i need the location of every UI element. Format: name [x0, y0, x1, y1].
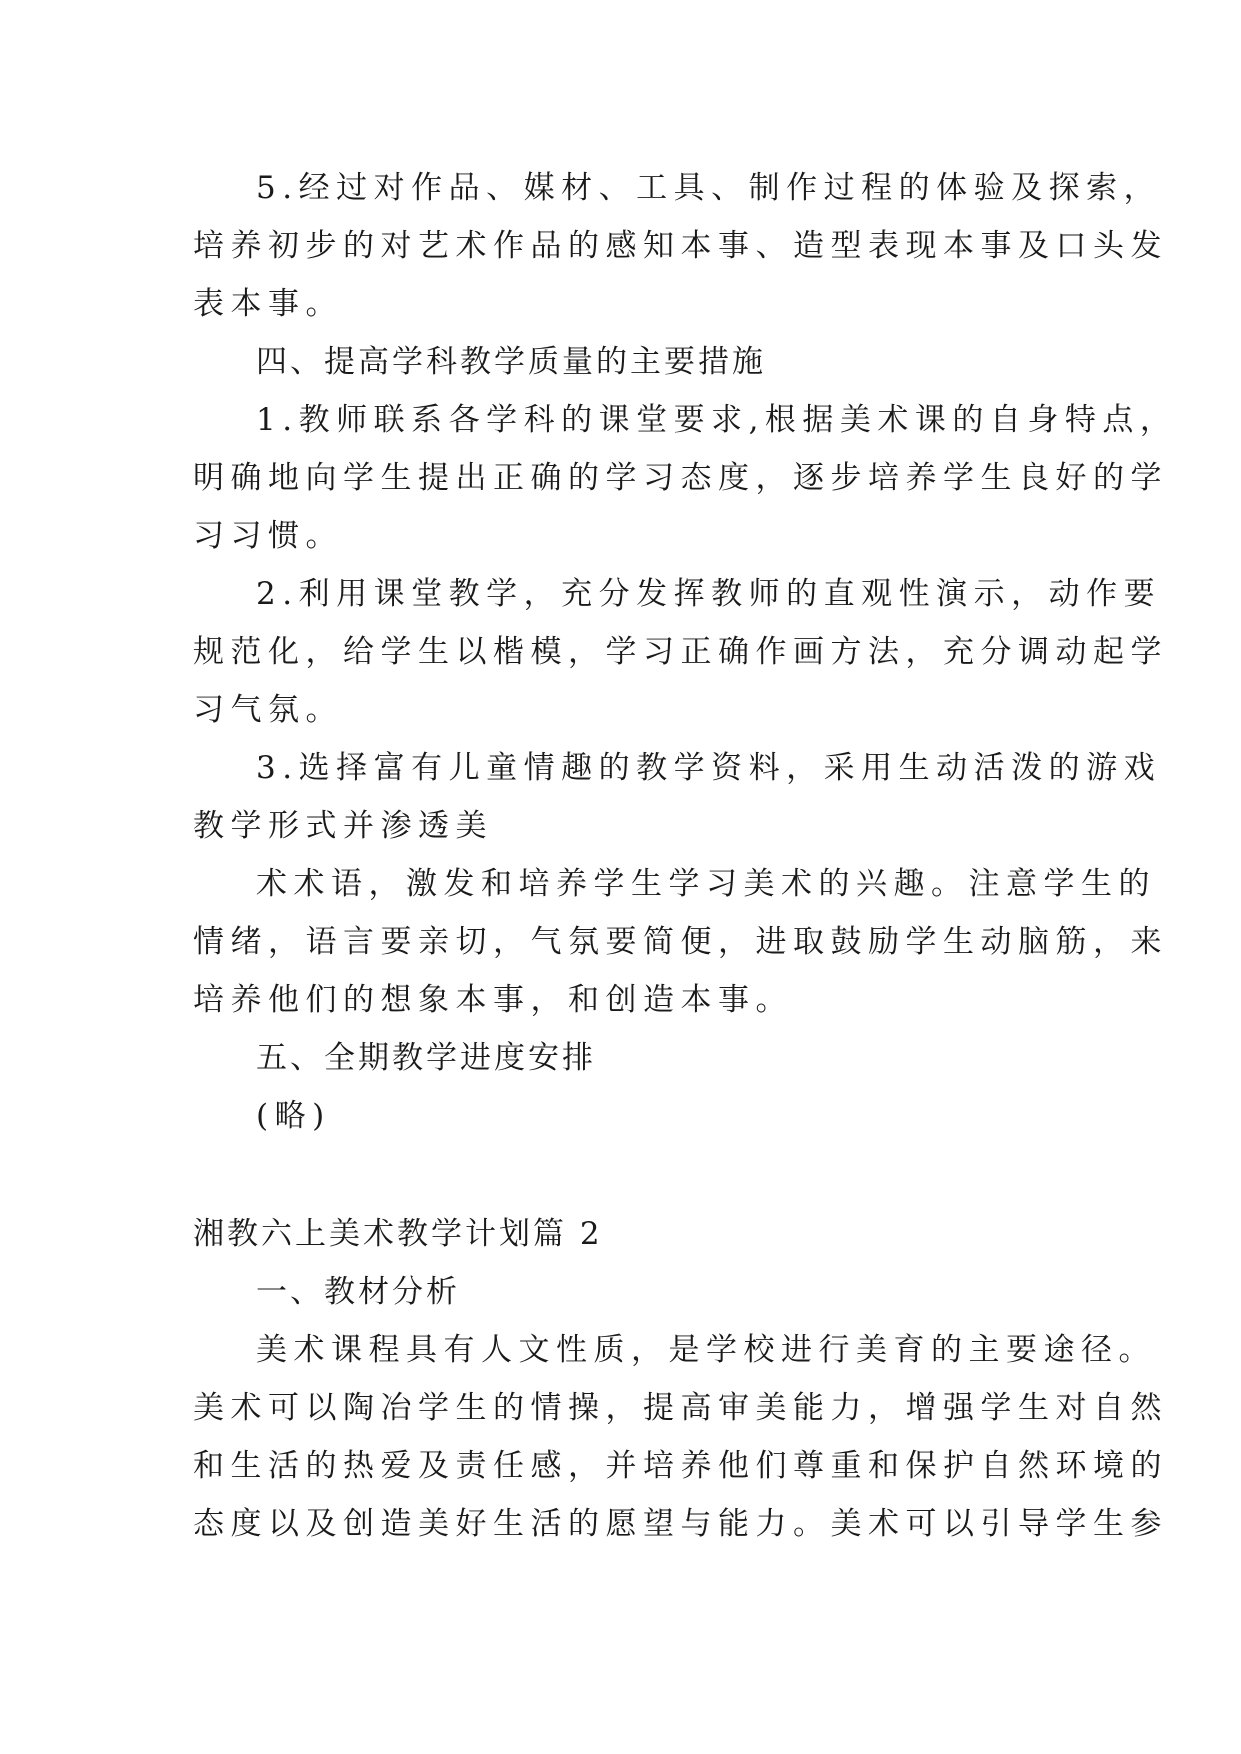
analysis-line-4: 态度以及创造美好生活的愿望与能力。美术可以引导学生参: [193, 1506, 1168, 1542]
measure-2-line-2: 规范化，给学生以楷模，学习正确作画方法，充分调动起学: [193, 634, 1168, 670]
measure-3-line-2: 教学形式并渗透美: [193, 808, 493, 844]
paragraph-5-line-3: 表本事。: [193, 286, 343, 322]
paragraph-5-line-1: 5.经过对作品、媒材、工具、制作过程的体验及探索，: [256, 170, 1162, 206]
measure-2-line-3: 习气氛。: [193, 692, 343, 728]
measure-1-line-3: 习习惯。: [193, 518, 343, 554]
section-4-heading: 四、提高学科教学质量的主要措施: [256, 344, 766, 380]
measure-3-line-1: 3.选择富有儿童情趣的教学资料，采用生动活泼的游戏: [256, 750, 1162, 786]
measure-3-cont-line-2: 情绪，语言要亲切，气氛要简便，进取鼓励学生动脑筋，来: [193, 924, 1168, 960]
analysis-line-3: 和生活的热爱及责任感，并培养他们尊重和保护自然环境的: [193, 1448, 1168, 1484]
measure-3-cont-line-1: 术术语，激发和培养学生学习美术的兴趣。注意学生的: [256, 866, 1156, 902]
paragraph-5-line-2: 培养初步的对艺术作品的感知本事、造型表现本事及口头发: [193, 228, 1168, 264]
schedule-omitted: (略): [256, 1098, 331, 1134]
analysis-line-1: 美术课程具有人文性质，是学校进行美育的主要途径。: [256, 1332, 1156, 1368]
section-1-heading: 一、教材分析: [256, 1274, 460, 1310]
document-title-2: 湘教六上美术教学计划篇 2: [193, 1216, 603, 1252]
section-5-heading: 五、全期教学进度安排: [256, 1040, 596, 1076]
measure-1-line-1: 1.教师联系各学科的课堂要求,根据美术课的自身特点，: [256, 402, 1178, 438]
measure-3-cont-line-3: 培养他们的想象本事，和创造本事。: [193, 982, 793, 1018]
measure-1-line-2: 明确地向学生提出正确的学习态度，逐步培养学生良好的学: [193, 460, 1168, 496]
analysis-line-2: 美术可以陶冶学生的情操，提高审美能力，增强学生对自然: [193, 1390, 1168, 1426]
measure-2-line-1: 2.利用课堂教学，充分发挥教师的直观性演示，动作要: [256, 576, 1162, 612]
